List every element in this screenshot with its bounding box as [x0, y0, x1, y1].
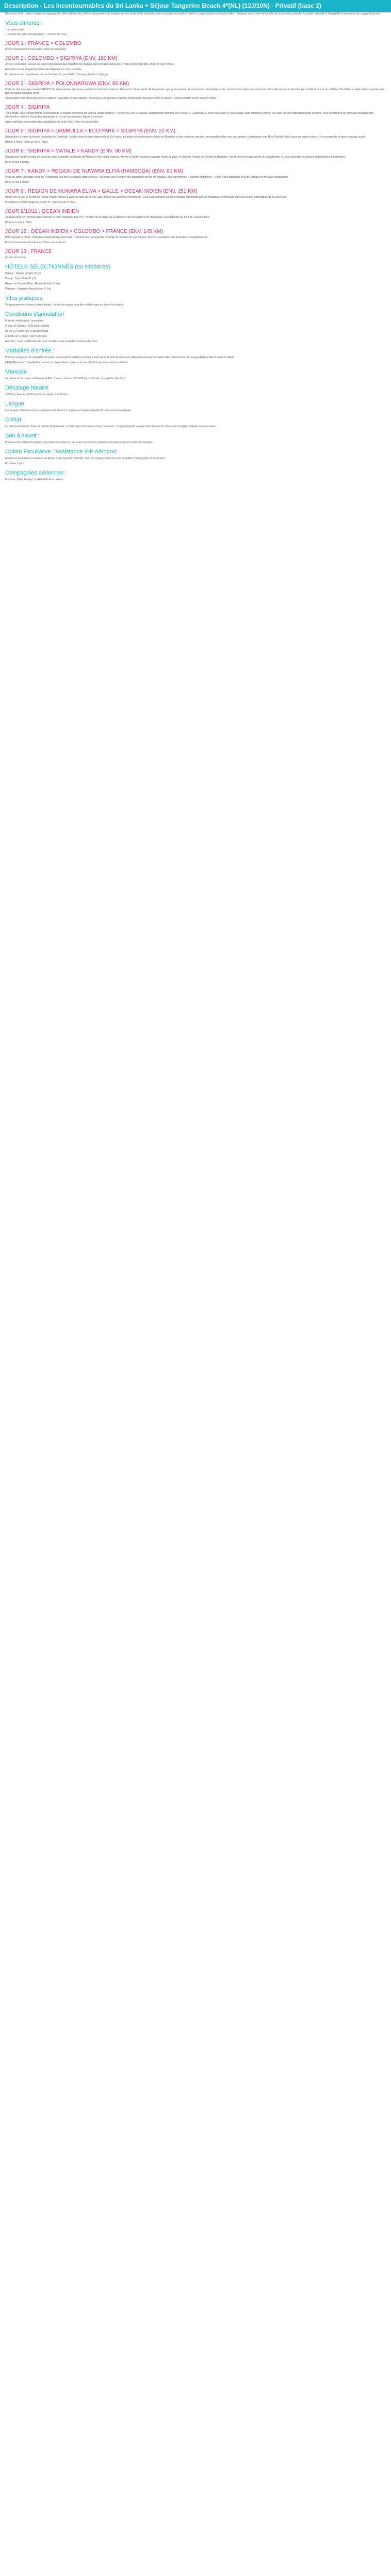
section-paragraph: À plus de 30 jours : 20% du prix global — [5, 325, 50, 328]
info-section — [5, 369, 386, 381]
itinerary — [5, 41, 386, 260]
day-title: JOUR 1 : FRANCE > COLOMBO — [5, 41, 82, 46]
info-section — [5, 401, 386, 413]
day-title: JOUR 9/10/11 : OCEAN INDIEN — [5, 209, 79, 214]
section-paragraph: À moins de 21 jours : 100 % de frais — [5, 335, 47, 338]
page — [0, 0, 391, 489]
info-section — [5, 348, 386, 365]
section-title: Bon à savoir : — [5, 433, 40, 439]
section-paragraph: Kandy : Topaz Hotel 4* (nl) — [5, 277, 36, 280]
section-title: Conditions d'annulation — [5, 311, 64, 317]
day-block — [5, 209, 386, 225]
day-paragraph: Continuation vers Minneriya pour un safari en jeep dans le parc national, connu pour ses grands troupeaux d'éléphants sauvages (selon la saison). Retour à l'hôtel. Dîner et nuit à l'hôtel. — [5, 97, 217, 100]
day-paragraph: En option et avec supplément en cas d'arrivée tôt, possibilité d'un early check-in à Sigiriya. — [5, 73, 109, 76]
day-paragraph: Envol à destination de la France. Dîner et nuit à bord. — [5, 241, 67, 244]
section-paragraph: Les langues officielles sont le cinghalais et le tamoul. L'anglais est largement parlé dans les zones touristiques. — [5, 409, 132, 412]
atout-item: - Le safari à Yala — [5, 28, 25, 31]
section-title: Modalités d'entrée : — [5, 348, 55, 354]
info-section — [5, 264, 386, 291]
day-paragraph: Petit déjeuner à l'hôtel. Chambre à disposition jusqu'à midi. Transfert vers l'aéroport de Colombo en fonction de vos horaires de vol et assistance aux formalités d'enregistrement. — [5, 236, 208, 239]
day-title: JOUR 13 : FRANCE — [5, 249, 52, 255]
day-paragraph: Dîner et nuit à l'hôtel. — [5, 161, 30, 164]
day-paragraph: Arrivée en France. — [5, 256, 27, 259]
section-paragraph: Prévoyez des vêtements légers, une protection solaire et une tenue couvrant les épaules et les genoux pour la visite des temples. — [5, 441, 154, 444]
section-paragraph: Attention : toute modification de nom, de date ou de prestation entraîne des frais. — [5, 340, 98, 343]
day-title: JOUR 5 : SIGIRIYA > DAMBULLA > ECO PARK > SIGIRIYA (ENV. 20 KM) — [5, 128, 176, 134]
day-title: JOUR 7 : KANDY > REGION DE NUWARA ELIYA (RAMBODA) (ENV. 80 KM) — [5, 168, 184, 174]
day-paragraph: Dîner et nuit à l'hôtel. — [5, 181, 30, 184]
day-block — [5, 168, 386, 184]
day-paragraph: Journées libres en formule demi-pension à l'hôtel Tangerine Beach 4*. Profitez de la plage, de la piscine et des installations de l'hôtel pour vous détendre au bord de l'océan Indien. — [5, 216, 210, 219]
info-section — [5, 295, 386, 307]
day-block — [5, 105, 386, 124]
day-paragraph: Dîners et nuits à l'hôtel. — [5, 221, 32, 224]
section-title: Monnaie — [5, 369, 27, 375]
info-section — [5, 470, 386, 482]
day-paragraph: Départ pour la visite du temple troglodyte de Dambulla, l'un des sites les plus importants du Sri Lanka, qui abrite de nombreuses statues de Bouddha et des peintures murales remarquables dans ses cinq grottes. Continuation vers l'Eco Park de Hurulu pour un safari en jeep à la rencontre de la faune sauvage locale. — [5, 135, 366, 139]
section-paragraph: Waduwa : Tangerine Beach Hotel 4* (nl) — [5, 287, 51, 291]
section-paragraph: Emirates, Qatar Airways, Turkish Airlines ou autres. — [5, 478, 64, 481]
main-content — [0, 12, 391, 489]
day-title: JOUR 2 : COLOMBO > SIGIRIYA (ENV. 180 KM) — [5, 56, 118, 61]
section-paragraph: Frais de modification / annulation : — [5, 319, 45, 323]
section-title: Option Facultative : Assistance VIP Aéroport — [5, 449, 117, 455]
section-paragraph: Pour les voyageurs de nationalité française, un passeport valable au moins 6 mois après la date de retour est obligatoire ainsi qu'une autorisation électronique de voyage (ETA) à obtenir avant le départ. — [5, 356, 235, 359]
day-paragraph: Arrivée à Colombo, accueil par votre représentant puis transfert vers Sigiriya (3h de route). Déjeuner à l'hôtel. Après-midi libre. Dîner et nuit à l'hôtel. — [5, 63, 174, 66]
day-block — [5, 189, 386, 205]
atouts-heading: Vous aimerez : — [5, 20, 43, 26]
section-paragraph: La devise est la roupie sri-lankaise (LKR). 1 euro = environ 330 LKR (taux indicatif, susceptible d'évoluer). — [5, 377, 126, 380]
section-paragraph: +3h30 en hiver et +4h30 en été par rapport à la France. — [5, 393, 69, 396]
intro-paragraph: Découvrez le Sri Lanka à travers un paysage de salles fraîche, des collines verdoyantes, de temples anciens et de forêts tropicales, une escapade incroyable à travers ce joyau tropical de l'océan Indien. Préparez-vous à être émerveillé par la richesse culturelle, la beauté naturelle et l'hospitalité chaleureuse de ce pays fascinant. — [5, 12, 381, 15]
intro — [5, 12, 386, 16]
day-paragraph: Route vers le sud et la côte de l'océan Indien. Arrivée à Galle et visite du fort de Galle, classé au patrimoine mondial de l'UNESCO, construit par les Portugais puis fortifié par les Hollandais. Promenade dans les ruelles pittoresques de la vieille ville. — [5, 196, 287, 199]
day-block — [5, 56, 386, 77]
section-paragraph: Prix base 2 pers. — [5, 462, 25, 465]
section-paragraph: Accueil personnalisé à l'arrivée et au départ à l'aéroport de Colombo, avec accompagnement lors des formalités d'immigration et de douane. — [5, 457, 166, 460]
day-paragraph: Visite du jardin botanique royal de Peradeniya, l'un des plus beaux jardins d'Asie. Puis route vers la région des plantations de thé de Nuwara Eliya, surnommée « la petite Angleterre ». Visite d'une plantation et d'une fabrique de thé avec dégustation. — [5, 176, 289, 179]
info-section — [5, 433, 386, 445]
section-paragraph: Région de Nuwara Eliya : Ramboda Falls 3* (nl) — [5, 282, 60, 285]
day-title: JOUR 6 : SIGIRIYA > MATALE > KANDY (ENV. 90 KM) — [5, 148, 132, 154]
day-paragraph: Départ pour Kandy et visite en cours de route du temple hindouiste de Matale et d'un jardin d'épices. Arrivée à Kandy, ancienne capitale royale du pays, et visite du Temple de la Dent de Bouddha, l'un des lieux les plus sacrés du bouddhisme. Le soir, spectacle de danses traditionnelles kandyennes. — [5, 156, 346, 159]
section-title: Climat — [5, 417, 22, 423]
section-title: HÔTELS SÉLECTIONNÉS (ou similaires) — [5, 264, 110, 270]
day-paragraph: Exception et une supplément d'un petit déjeuner en cours de route. — [5, 68, 82, 71]
day-block — [5, 148, 386, 164]
day-paragraph: Installation à l'hôtel Tangerine Beach 4*. Dîner et nuit à l'hôtel. — [5, 201, 76, 204]
day-block — [5, 229, 386, 245]
day-block — [5, 41, 386, 52]
info-section — [5, 417, 386, 429]
section-title: Infos pratiques — [5, 295, 43, 301]
section-paragraph: Sigiriya : Sigiriya Jungles 4* (nl) — [5, 272, 42, 275]
day-block — [5, 81, 386, 100]
info-section — [5, 449, 386, 466]
page-title: Description - Les incontournables du Sri Lanka + Séjour Tangerine Beach 4*(NL) (12J/10N) - Privatif (base 2) — [0, 0, 391, 12]
day-paragraph: Après-midi libre pour profiter des installations de votre hôtel. Dîner et nuit à l'hôtel. — [5, 121, 99, 124]
info-section — [5, 385, 386, 397]
section-paragraph: Ce programme est donné à titre indicatif. L'ordre des visites peut être modifié sans en altérer le contenu. — [5, 303, 124, 307]
day-block — [5, 128, 386, 144]
section-title: Décalage horaire — [5, 385, 48, 391]
day-title: JOUR 8 : REGION DE NUWARA ELIYA > GALLE > OCEAN INDIEN (ENV. 251 KM) — [5, 189, 198, 194]
section-title: Langue — [5, 401, 24, 407]
day-title: JOUR 12 : OCEAN INDIEN > COLOMBO > FRANCE (ENV. 145 KM) — [5, 229, 163, 234]
atout-item: - La visite des villes remarquables : « Rocher du Lion » — [5, 33, 68, 36]
day-block — [5, 249, 386, 260]
day-paragraph: Tôt le matin, vous entreprendrez l'ascension de la célèbre forteresse de Sigiriya (aussi nommée « Rocher du Lion »), classée au patrimoine mondial de l'UNESCO. Construite au 5ème siècle par le roi Kassapa, cette forteresse est l'un des sites les plus impressionnants du pays. Vous découvrirez les fameuses fresques des demoiselles célestes, les jardins aquatiques et la vue panoramique depuis le sommet. — [5, 112, 374, 118]
day-paragraph: Retour à l'hôtel. Dîner et nuit à l'hôtel. — [5, 141, 48, 144]
section-paragraph: L'ETA (Electronic Travel Authorization) est disponible en ligne sur le site officiel du gouvernement sri-lankais. — [5, 361, 129, 364]
section-paragraph: De 30 à 21 jours : 50 % du prix global — [5, 330, 48, 333]
info-section — [5, 311, 386, 344]
day-title: JOUR 4 : SIGIRIYA — [5, 105, 50, 110]
info-sections — [5, 264, 386, 482]
section-paragraph: Le climat est tropical, chaud et humide toute l'année. Le Sri Lanka est soumis à deux moussons, ce qui permet de voyager toute l'année en choisissant la région adaptée selon la saison. — [5, 425, 217, 428]
section-title: Compagnies aériennes : — [5, 470, 67, 476]
day-paragraph: Envol à destination du Sri Lanka. Dîner et nuit à bord. — [5, 48, 67, 51]
day-paragraph: Visite du site historique classé UNESCO de Polonnaruwa, deuxième capitale du Sri Lanka entre le 11ème et le 13ème siècle. Polonnaruwa regorge de statues, de monuments, de temples et de constructions religieuses anciennes. Vous découvrirez la Quadrangle, le Gal Vihara et ses célèbres Bouddhas sculptés dans le granit, ainsi que les ruines du palais royal. — [5, 88, 385, 95]
day-title: JOUR 3 - SIGIRIYA > POLONNARUWA (ENV. 60 KM) — [5, 81, 129, 87]
atouts-list — [5, 28, 386, 37]
